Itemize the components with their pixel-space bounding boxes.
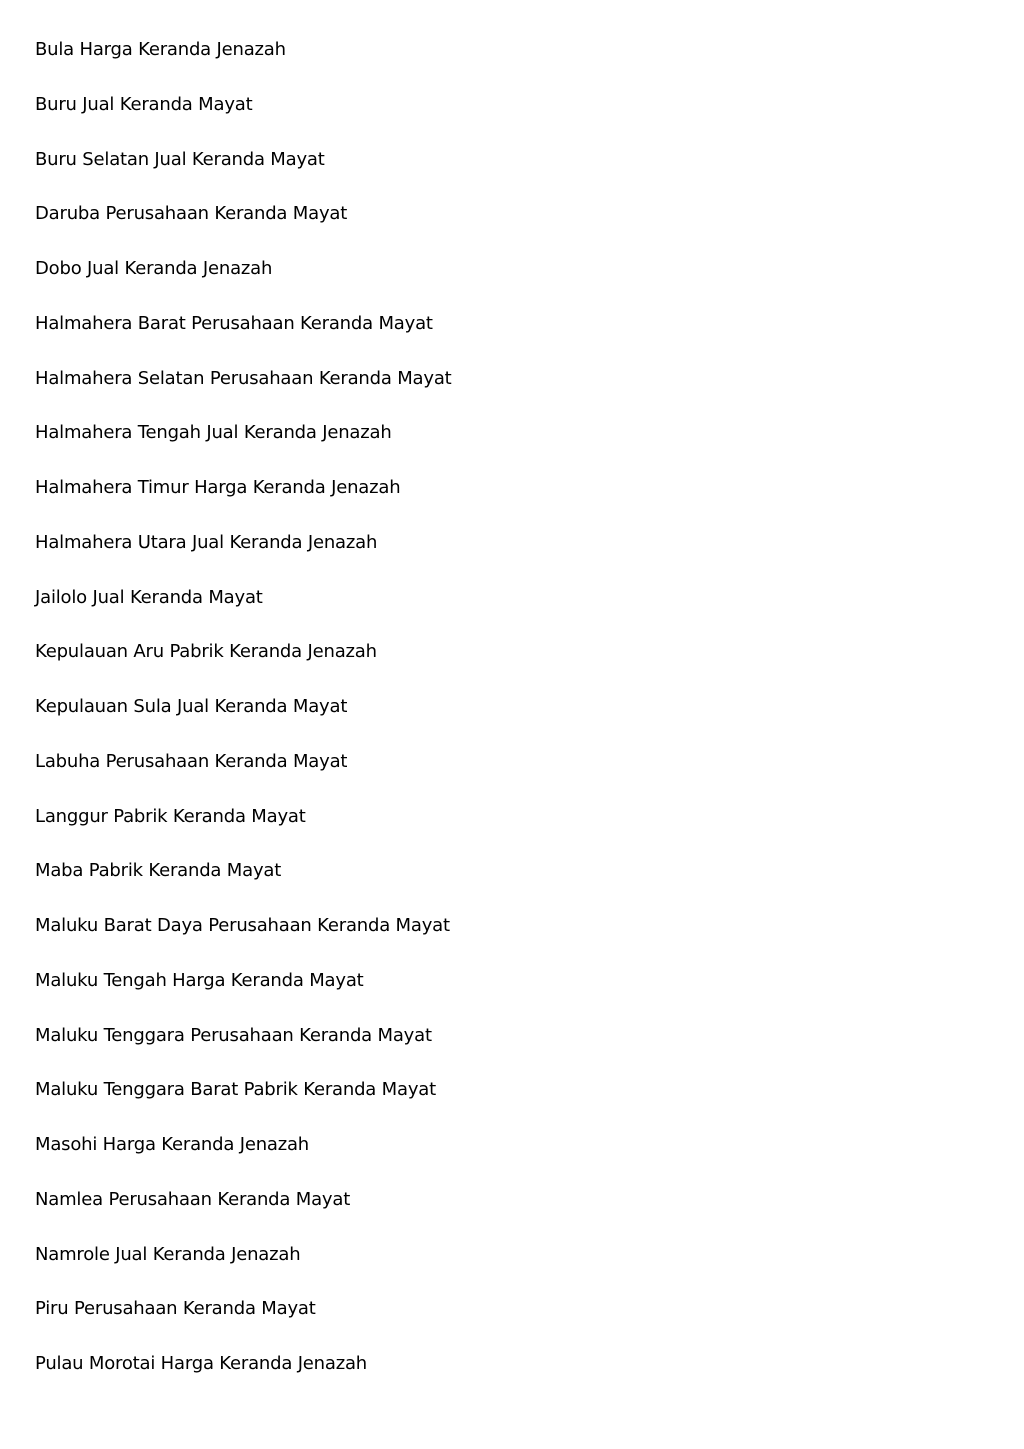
list-item: Maluku Tenggara Perusahaan Keranda Mayat	[35, 1024, 432, 1046]
list-item: Bula Harga Keranda Jenazah	[35, 39, 286, 60]
list-item: Maba Pabrik Keranda Mayat	[35, 860, 282, 882]
list-item: Langgur Pabrik Keranda Mayat	[35, 805, 306, 827]
list-item: Jailolo Jual Keranda Mayat	[35, 586, 263, 608]
list-item: Masohi Harga Keranda Jenazah	[35, 1134, 310, 1155]
list-item: Kepulauan Aru Pabrik Keranda Jenazah	[35, 641, 377, 663]
list-item: Dobo Jual Keranda Jenazah	[35, 258, 273, 279]
list-item: Pulau Morotai Harga Keranda Jenazah	[35, 1353, 368, 1374]
list-item: Halmahera Selatan Perusahaan Keranda Mayat	[35, 367, 452, 389]
list-item: Buru Jual Keranda Mayat	[35, 93, 253, 115]
list-item: Buru Selatan Jual Keranda Mayat	[35, 148, 325, 170]
list-item: Labuha Perusahaan Keranda Mayat	[35, 750, 348, 772]
list-item: Halmahera Barat Perusahaan Keranda Mayat	[35, 312, 433, 334]
list-item: Maluku Tenggara Barat Pabrik Keranda Mayat	[35, 1079, 436, 1101]
list-item: Maluku Barat Daya Perusahaan Keranda Mayat	[35, 915, 450, 936]
list-item: Halmahera Utara Jual Keranda Jenazah	[35, 531, 378, 553]
list-item: Kepulauan Sula Jual Keranda Mayat	[35, 696, 348, 717]
list-item: Piru Perusahaan Keranda Mayat	[35, 1298, 316, 1320]
list-item: Namlea Perusahaan Keranda Mayat	[35, 1188, 351, 1210]
location-list	[35, 36, 452, 1405]
list-item: Halmahera Timur Harga Keranda Jenazah	[35, 477, 401, 498]
list-item: Maluku Tengah Harga Keranda Mayat	[35, 969, 364, 991]
list-item: Daruba Perusahaan Keranda Mayat	[35, 203, 348, 225]
list-item: Halmahera Tengah Jual Keranda Jenazah	[35, 422, 392, 444]
list-item: Namrole Jual Keranda Jenazah	[35, 1243, 301, 1265]
